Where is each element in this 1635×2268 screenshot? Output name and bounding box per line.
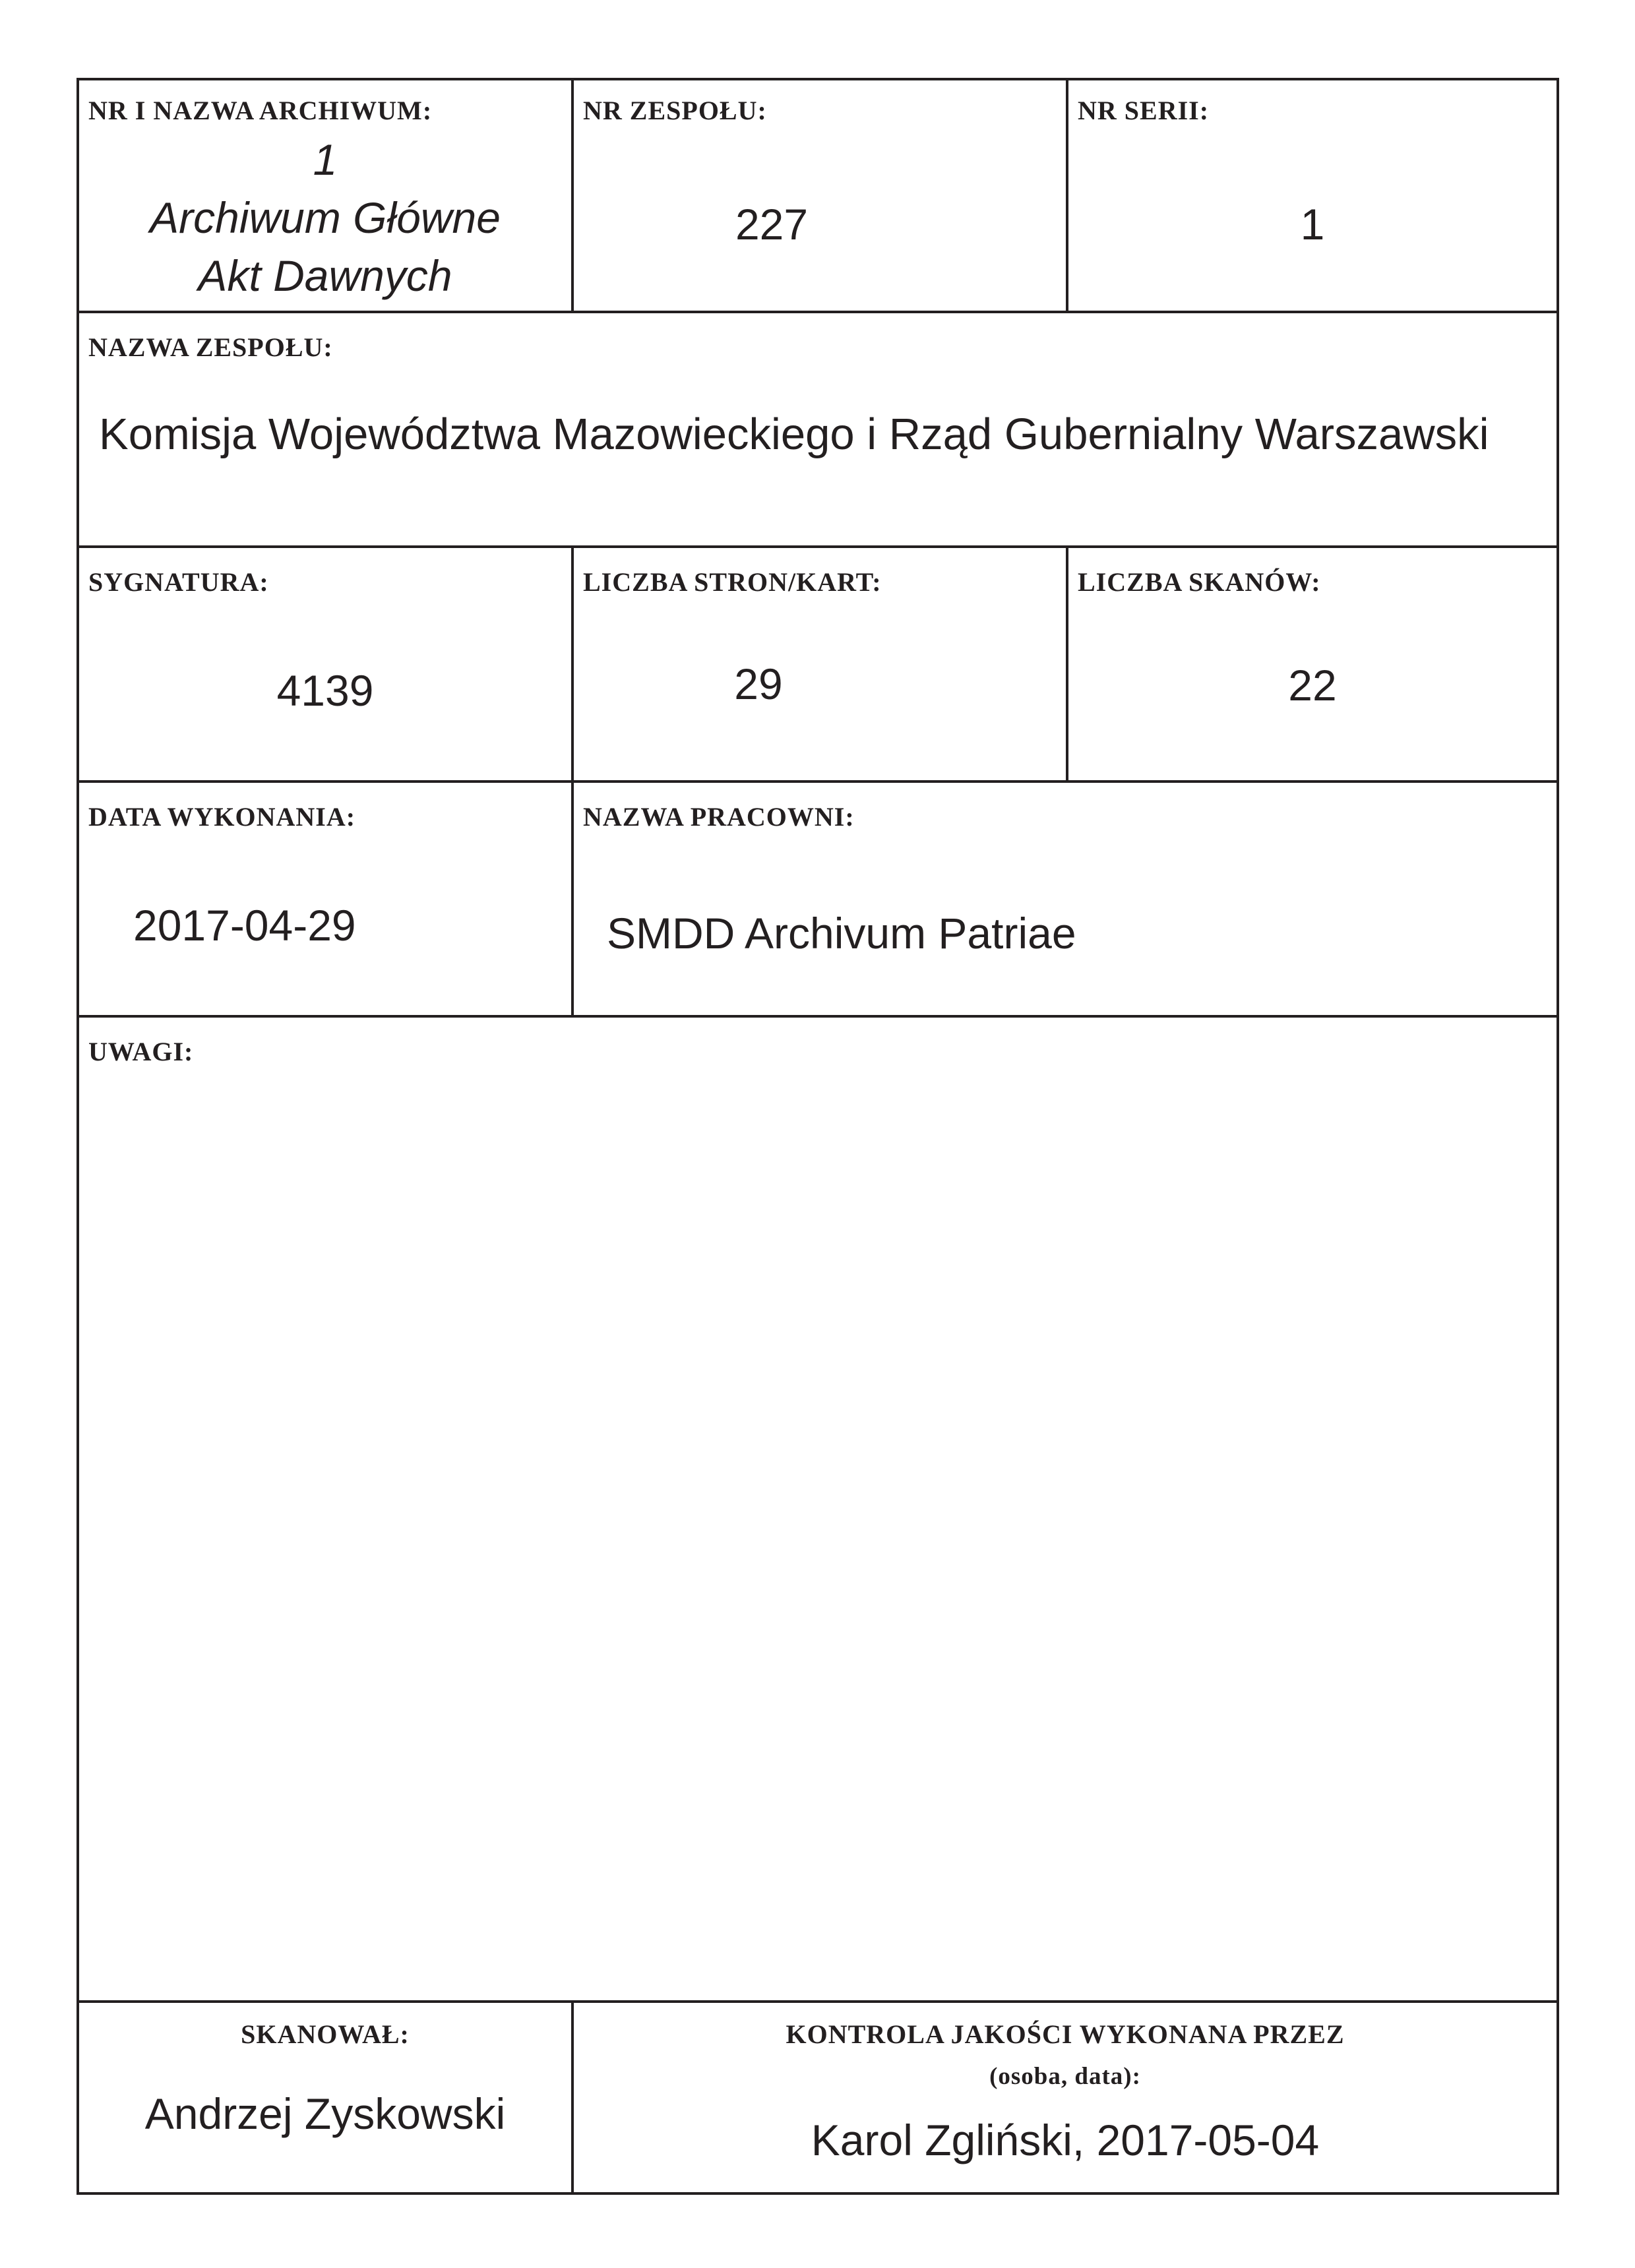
fonds-number-label: NR ZESPOŁU: [583,96,767,125]
workshop-cell [571,780,1559,1018]
scanned-by-value: Andrzej Zyskowski [144,2089,506,2138]
workshop-label: NAZWA PRACOWNI: [583,802,855,832]
signature-cell [77,545,574,783]
fonds-number-cell [571,78,1068,313]
fonds-number-value: 227 [735,200,809,249]
scanned-by-label: SKANOWAŁ: [241,2019,410,2049]
series-number-cell [1066,78,1559,313]
execution-date-cell [77,780,574,1018]
notes-label: UWAGI: [88,1037,194,1066]
scanned-by-cell [77,2000,574,2195]
page-count-cell [571,545,1068,783]
archive-label: NR I NAZWA ARCHIWUM: [88,96,433,125]
fonds-name-cell [77,311,1559,548]
execution-date-label: DATA WYKONANIA: [88,802,356,832]
signature-label: SYGNATURA: [88,567,269,597]
scan-count-value: 22 [1288,661,1337,710]
page-count-value: 29 [734,659,783,708]
scan-count-label: LICZBA SKANÓW: [1078,567,1321,597]
signature-value: 4139 [276,666,374,715]
archive-number: 1 [313,135,338,184]
page-count-label: LICZBA STRON/KART: [583,567,882,597]
execution-date-value: 2017-04-29 [133,901,356,950]
fonds-name-label: NAZWA ZESPOŁU: [88,332,333,362]
fonds-name-value: Komisja Województwa Mazowieckiego i Rząd Gubernialny Warszawski [99,410,1489,459]
notes-cell [77,1015,1559,2003]
quality-control-sublabel: (osoba, data): [989,2063,1141,2090]
scan-count-cell [1066,545,1559,783]
quality-control-label: KONTROLA JAKOŚCI WYKONANA PRZEZ [786,2019,1345,2049]
series-number-value: 1 [1300,200,1325,249]
quality-control-value: Karol Zgliński, 2017-05-04 [811,2116,1320,2164]
series-number-label: NR SERII: [1078,96,1210,125]
archive-name-line1: Archiwum Główne [150,193,501,242]
archive-name-line2: Akt Dawnych [198,251,452,300]
quality-control-cell [571,2000,1559,2195]
archive-cell [77,78,574,313]
workshop-value: SMDD Archivum Patriae [607,909,1076,958]
